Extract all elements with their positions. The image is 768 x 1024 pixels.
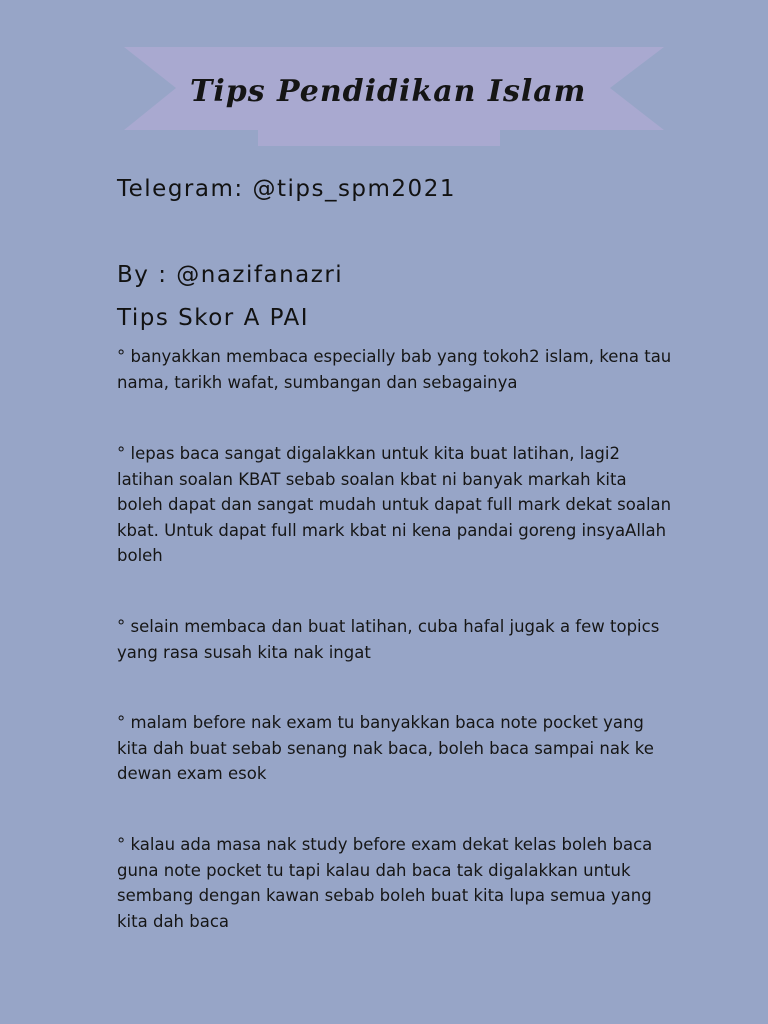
telegram-handle: Telegram: @tips_spm2021 <box>117 176 456 202</box>
author-handle: By : @nazifanazri <box>117 262 344 288</box>
tip-paragraph-2: ° lepas baca sangat digalakkan untuk kita buat latihan, lagi2 latihan soalan KBAT sebab soalan kbat ni banyak markah kita boleh dapat dan sangat mudah untuk dapat full mark dekat soalan kbat. Untuk dapat full mark kbat ni kena pandai goreng insyaAllah boleh <box>117 444 672 565</box>
banner-title: Tips Pendidikan Islam <box>190 74 587 109</box>
tip-paragraph-4: ° malam before nak exam tu banyakkan baca note pocket yang kita dah buat sebab senang nak baca, boleh baca sampai nak ke dewan exam esok <box>117 713 654 783</box>
tip-paragraph-1: ° banyakkan membaca especially bab yang tokoh2 islam, kena tau nama, tarikh wafat, sumbangan dan sebagainya <box>117 347 672 392</box>
tip-paragraph-5: ° kalau ada masa nak study before exam dekat kelas boleh baca guna note pocket tu tapi kalau dah baca tak digalakkan untuk sembang dengan kawan sebab boleh buat kita lupa semua yang kita dah baca <box>117 835 653 931</box>
tip-paragraph-3: ° selain membaca dan buat latihan, cuba hafal jugak a few topics yang rasa susah kita nak ingat <box>117 617 660 662</box>
section-subtitle: Tips Skor A PAI <box>117 305 310 331</box>
title-ribbon-banner <box>0 0 768 160</box>
